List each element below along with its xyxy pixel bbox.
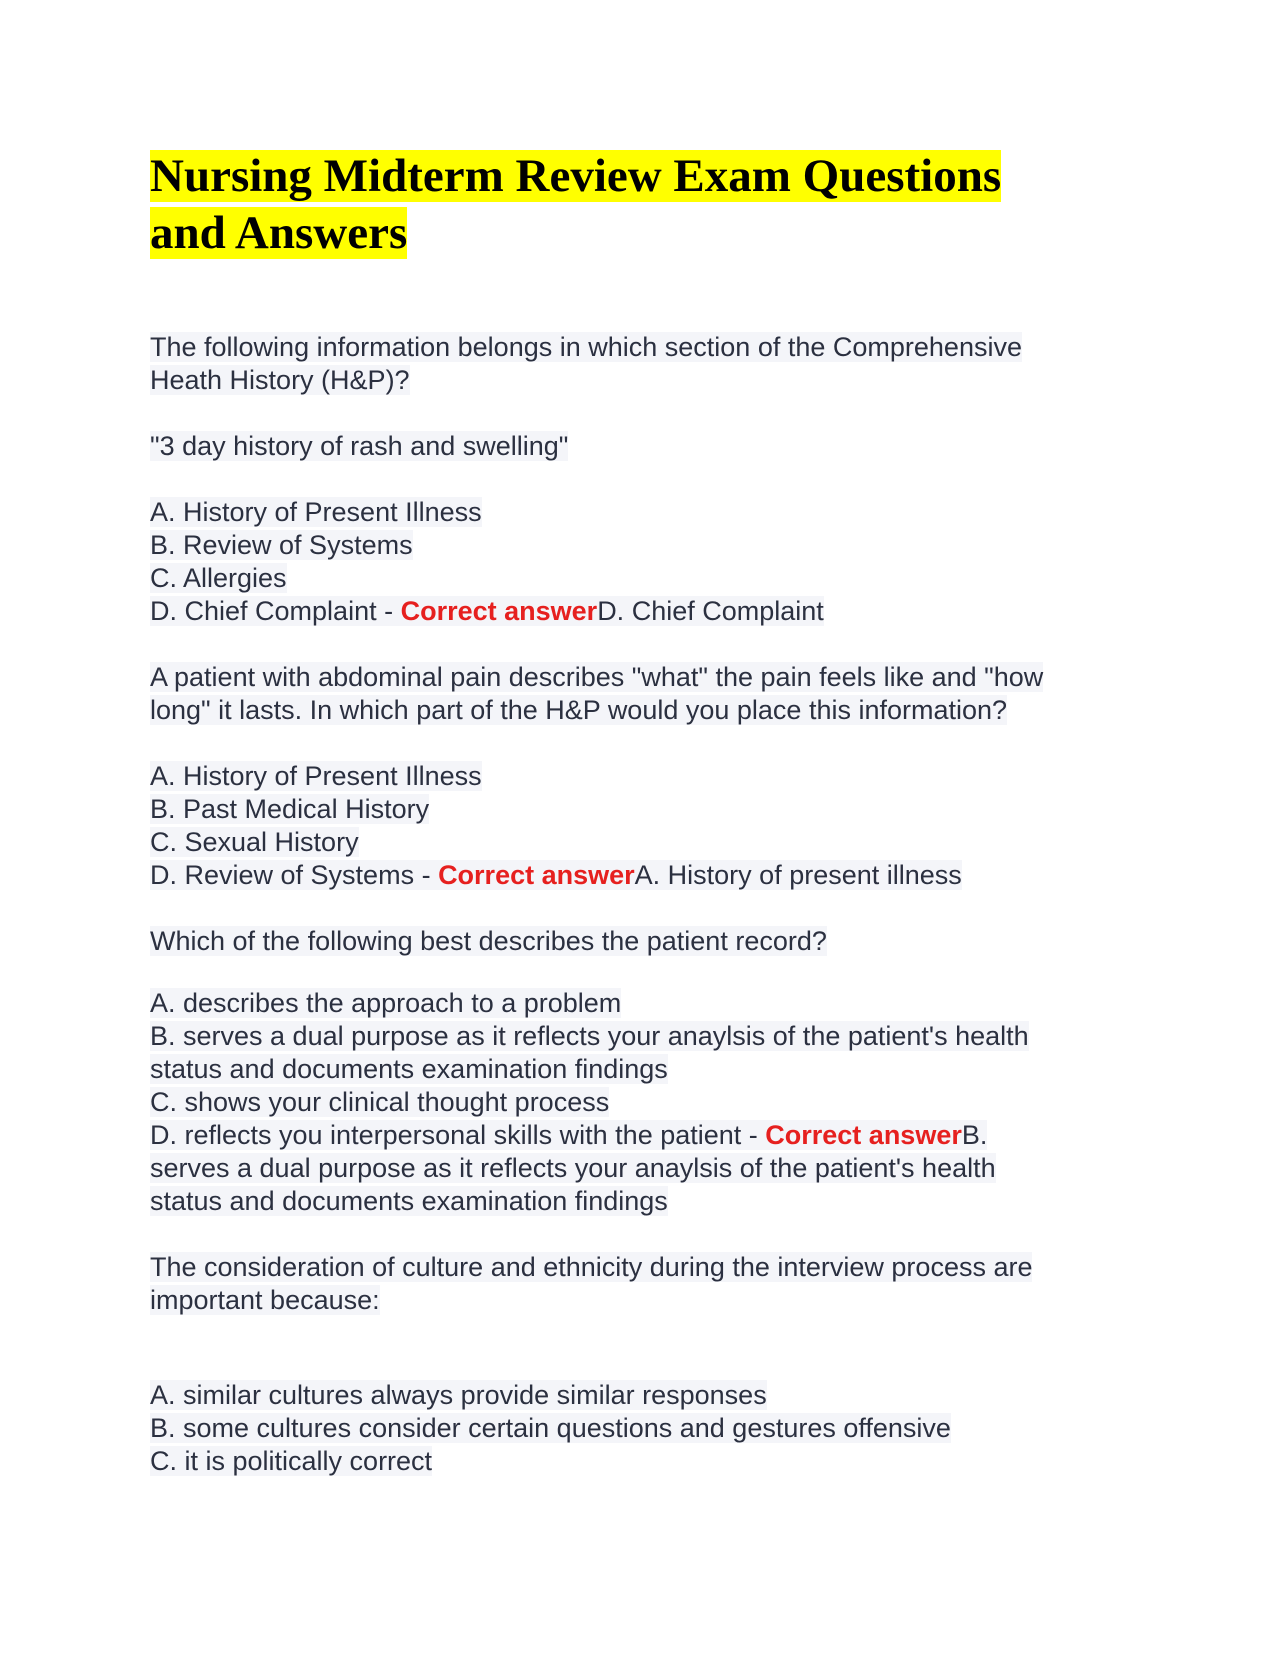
- q1-option-c: C. Allergies: [150, 563, 287, 593]
- q2-option-b: B. Past Medical History: [150, 794, 430, 824]
- q4-option-b: B. some cultures consider certain questions and gestures offensive: [150, 1413, 951, 1443]
- q1-option-d: D. Chief Complaint - Correct answerD. Chief Complaint: [150, 596, 824, 626]
- q3-answer-line-2: serves a dual purpose as it reflects your anaylsis of the patient's health: [150, 1153, 996, 1183]
- q1-text-line-1: The following information belongs in which section of the Comprehensive: [150, 332, 1022, 362]
- q2-text-line-2: long" it lasts. In which part of the H&P would you place this information?: [150, 695, 1008, 725]
- q4-option-a: A. similar cultures always provide similar responses: [150, 1380, 767, 1410]
- document-title: [150, 148, 1130, 262]
- q2-text-line-1: A patient with abdominal pain describes "what" the pain feels like and "how: [150, 662, 1044, 692]
- q2-option-a: A. History of Present Illness: [150, 761, 482, 791]
- q1-option-b: B. Review of Systems: [150, 530, 413, 560]
- q2-option-c: C. Sexual History: [150, 827, 359, 857]
- q3-answer-line-1: B.: [961, 1120, 988, 1150]
- q3-option-c: C. shows your clinical thought process: [150, 1087, 610, 1117]
- q4-text-line-2: important because:: [150, 1285, 380, 1315]
- q3-option-b-line-1: B. serves a dual purpose as it reflects your anaylsis of the patient's health: [150, 1021, 1029, 1051]
- q3-option-b-line-2: status and documents examination findings: [150, 1054, 668, 1084]
- q2-answer: A. History of present illness: [634, 860, 962, 890]
- title-line-2: and Answers: [150, 207, 408, 259]
- q3-option-a: A. describes the approach to a problem: [150, 988, 622, 1018]
- q1-option-a: A. History of Present Illness: [150, 497, 482, 527]
- q3-text-line-1: Which of the following best describes the patient record?: [150, 926, 827, 956]
- correct-answer-label: Correct answer: [400, 596, 598, 626]
- q4-option-c: C. it is politically correct: [150, 1446, 433, 1476]
- q4-text-line-1: The consideration of culture and ethnicity during the interview process are: [150, 1252, 1033, 1282]
- correct-answer-label: Correct answer: [438, 860, 635, 890]
- q3-answer-line-3: status and documents examination findings: [150, 1186, 668, 1216]
- q1-answer: D. Chief Complaint: [597, 596, 824, 626]
- q3-option-d: D. reflects you interpersonal skills with the patient - Correct answerB.: [150, 1120, 988, 1150]
- q2-option-d: D. Review of Systems - Correct answerA. History of present illness: [150, 860, 962, 890]
- title-line-1: Nursing Midterm Review Exam Questions: [150, 150, 1002, 202]
- correct-answer-label: Correct answer: [765, 1120, 962, 1150]
- q1-text-line-2: Heath History (H&P)?: [150, 365, 410, 395]
- q1-quote: "3 day history of rash and swelling": [150, 431, 569, 461]
